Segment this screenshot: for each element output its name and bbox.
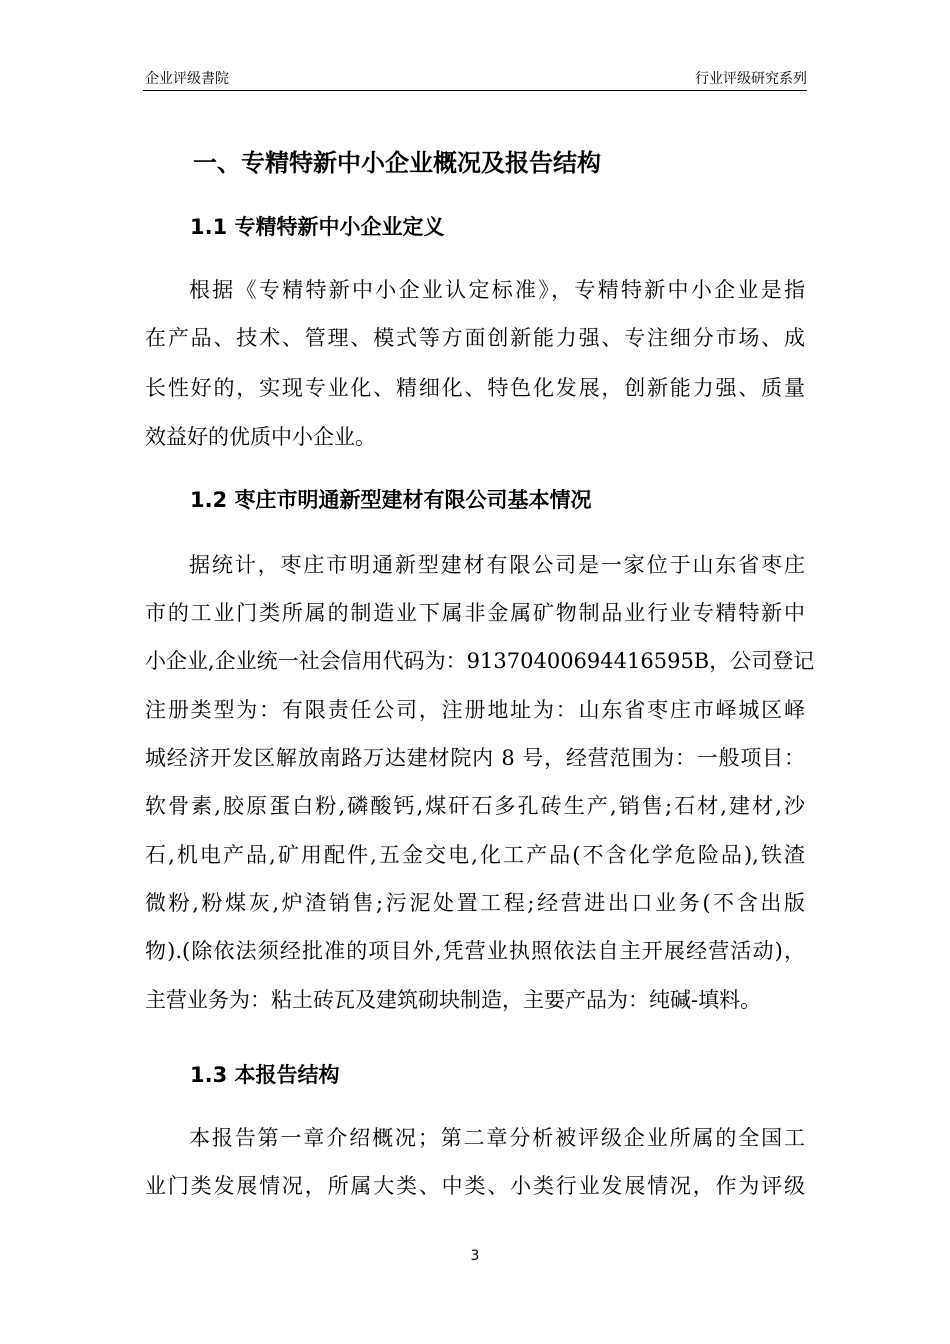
section-heading-1-2: 1.2 枣庄市明通新型建材有限公司基本情况 bbox=[190, 488, 592, 512]
paragraph-line: 注册类型为：有限责任公司，注册地址为：山东省枣庄市峄城区峄 bbox=[145, 698, 805, 722]
paragraph-line: 物).(除依法须经批准的项目外,凭营业执照依法自主开展经营活动)， bbox=[145, 939, 805, 963]
page-number: 3 bbox=[470, 1248, 480, 1264]
paragraph-line: 本报告第一章介绍概况；第二章分析被评级企业所属的全国工 bbox=[189, 1126, 805, 1150]
paragraph-line: 微粉,粉煤灰,炉渣销售;污泥处置工程;经营进出口业务(不含出版 bbox=[145, 891, 805, 915]
header-left: 企业评级書院 bbox=[145, 71, 229, 87]
section-heading-1-3: 1.3 本报告结构 bbox=[190, 1063, 340, 1087]
header-right: 行业评级研究系列 bbox=[695, 71, 807, 87]
paragraph-line: 据统计，枣庄市明通新型建材有限公司是一家位于山东省枣庄 bbox=[189, 553, 805, 577]
paragraph-line: 软骨素,胶原蛋白粉,磷酸钙,煤矸石多孔砖生产,销售;石材,建材,沙 bbox=[145, 794, 805, 818]
paragraph-line: 长性好的，实现专业化、精细化、特色化发展，创新能力强、质量 bbox=[145, 376, 805, 400]
paragraph-line: 在产品、技术、管理、模式等方面创新能力强、专注细分市场、成 bbox=[145, 326, 805, 350]
paragraph-line: 石,机电产品,矿用配件,五金交电,化工产品(不含化学危险品),铁渣 bbox=[145, 843, 805, 867]
section-heading-1-1: 1.1 专精特新中小企业定义 bbox=[190, 215, 445, 239]
paragraph-line: 业门类发展情况，所属大类、中类、小类行业发展情况，作为评级 bbox=[145, 1174, 805, 1198]
paragraph-line: 主营业务为：粘土砖瓦及建筑砌块制造，主要产品为：纯碱-填料。 bbox=[145, 988, 762, 1012]
paragraph-line: 效益好的优质中小企业。 bbox=[145, 425, 376, 449]
paragraph-line: 城经济开发区解放南路万达建材院内 8 号，经营范围为：一般项目： bbox=[145, 746, 805, 770]
paragraph-line: 根据《专精特新中小企业认定标准》，专精特新中小企业是指 bbox=[189, 278, 805, 302]
header-divider bbox=[143, 90, 807, 91]
chapter-title: 一、专精特新中小企业概况及报告结构 bbox=[193, 149, 601, 177]
paragraph-line: 小企业,企业统一社会信用代码为：91370400694416595B，公司登记 bbox=[145, 649, 815, 673]
paragraph-line: 市的工业门类所属的制造业下属非金属矿物制品业行业专精特新中 bbox=[145, 601, 805, 625]
